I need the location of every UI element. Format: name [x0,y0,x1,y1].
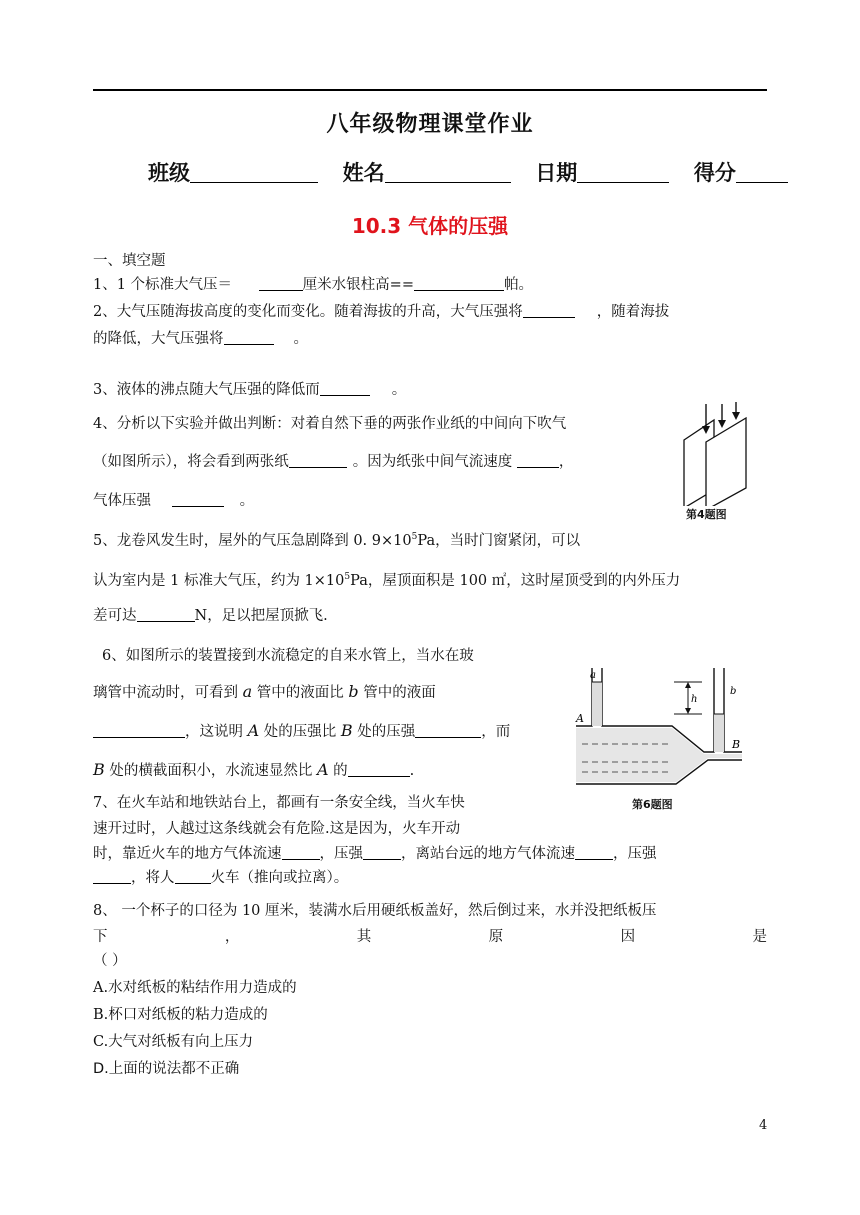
option-a[interactable]: A.水对纸板的粘结作用力造成的 [93,980,297,996]
q6-blank-3[interactable] [348,761,410,777]
question-8-answer-paren[interactable]: （ ） [93,953,127,969]
page-number: 4 [759,1118,768,1133]
question-6-line-3: ，这说明 A 处的压强比 B 处的压强 ，而 [93,721,510,742]
question-8-line-1: 8、 一个杯子的口径为 10 厘米，装满水后用硬纸板盖好，然后倒过来，水并没把纸板压 [93,903,657,919]
name-label: 姓名 [342,161,385,185]
q4-blank-1[interactable] [289,452,347,468]
figure-q6-pipe [572,664,764,814]
q2-blank-1[interactable] [523,302,575,318]
question-8-line-2: 下 ， 其 原 因 是 [93,929,767,945]
page-title: 八年级物理课堂作业 [326,112,534,137]
label-a: a [590,670,596,681]
q7-blank-5[interactable] [175,868,211,884]
q7-blank-4[interactable] [93,868,131,884]
q2-blank-2[interactable] [224,329,274,345]
question-1: 1、1 个标准大气压＝ 厘米水银柱高== 帕。 [93,277,533,293]
figure-q4-paper-sheets [676,402,768,522]
class-field[interactable] [190,162,318,183]
question-6-line-2: 璃管中流动时，可看到 a 管中的液面比 b 管中的液面 [93,682,436,701]
score-field[interactable] [736,162,788,183]
part-heading: 一、填空题 [93,253,166,269]
label-h: h [691,694,698,705]
figure-q4-caption: 第4题图 [686,508,727,521]
question-6-line-1: 6、如图所示的装置接到水流稳定的自来水管上，当水在玻 [102,648,474,664]
question-7-line-1: 7、在火车站和地铁站台上，都画有一条安全线，当火车快 [93,795,465,811]
question-2-line-2: 的降低，大气压强将 。 [93,331,308,347]
class-label: 班级 [148,161,190,185]
question-4-line-2: （如图所示），将会看到两张纸 。因为纸张中间气流速度 ， [93,454,574,470]
question-5-line-2: 认为室内是 1 标准大气压，约为 $1\times 10^5Pa$，屋顶面积是 100 ㎡，这时屋顶受到的内外压力 [93,572,681,589]
q6-blank-2[interactable] [415,722,481,738]
question-2-line-1: 2、大气压随海拔高度的变化而变化。随着海拔的升高，大气压强将 ，随着海拔 [93,304,670,320]
q3-blank[interactable] [320,380,370,396]
header-rule [93,89,767,91]
figure-q6-caption: 第6题图 [632,798,673,811]
pipe-diagram [572,664,764,794]
question-4-line-3: 气体压强 。 [93,493,255,509]
option-d[interactable]: D.上面的说法都不正确 [93,1061,240,1077]
section-title: 10.3 气体的压强 [351,214,509,238]
q5-blank[interactable] [137,606,195,622]
question-6-line-4: B 处的横截面积小，水流速显然比 A 的 . [93,760,415,779]
student-info-row [148,157,788,187]
question-3: 3、液体的沸点随大气压强的降低而 。 [93,382,407,398]
label-B: B [732,738,741,751]
date-field[interactable] [577,162,669,183]
q1-blank-1[interactable] [259,275,303,291]
question-4-line-1: 4、分析以下实验并做出判断：对着自然下垂的两张作业纸的中间向下吹气 [93,416,567,432]
q4-blank-3[interactable] [172,491,224,507]
date-label: 日期 [535,161,578,185]
option-c[interactable]: C.大气对纸板有向上压力 [93,1034,254,1050]
question-7-line-3: 时，靠近火车的地方气体流速 ，压强 ，离站台远的地方气体流速 ，压强 [93,846,657,862]
q4-blank-2[interactable] [517,452,559,468]
name-field[interactable] [385,162,511,183]
q6-blank-1[interactable] [93,722,185,738]
question-7-line-2: 速开过时，人越过这条线就会有危险.这是因为，火车开动 [93,821,461,837]
question-7-line-4: ，将人 火车（推向或拉离）。 [93,868,348,888]
label-b: b [730,686,737,697]
q7-blank-1[interactable] [282,844,320,860]
option-b[interactable]: B.杯口对纸板的粘力造成的 [93,1007,268,1023]
question-5-line-3: 差可达 N，足以把屋顶掀飞. [93,608,328,624]
q7-blank-2[interactable] [363,844,401,860]
q1-blank-2[interactable] [414,275,504,291]
question-5-line-1: 5、龙卷风发生时，屋外的气压急剧降到 0. $9\times 10^5Pa$，当时门窗紧闭，可以 [93,532,581,549]
score-label: 得分 [693,161,736,185]
q7-blank-3[interactable] [575,844,613,860]
label-A: A [576,712,584,725]
paper-sheets-diagram [676,402,768,506]
